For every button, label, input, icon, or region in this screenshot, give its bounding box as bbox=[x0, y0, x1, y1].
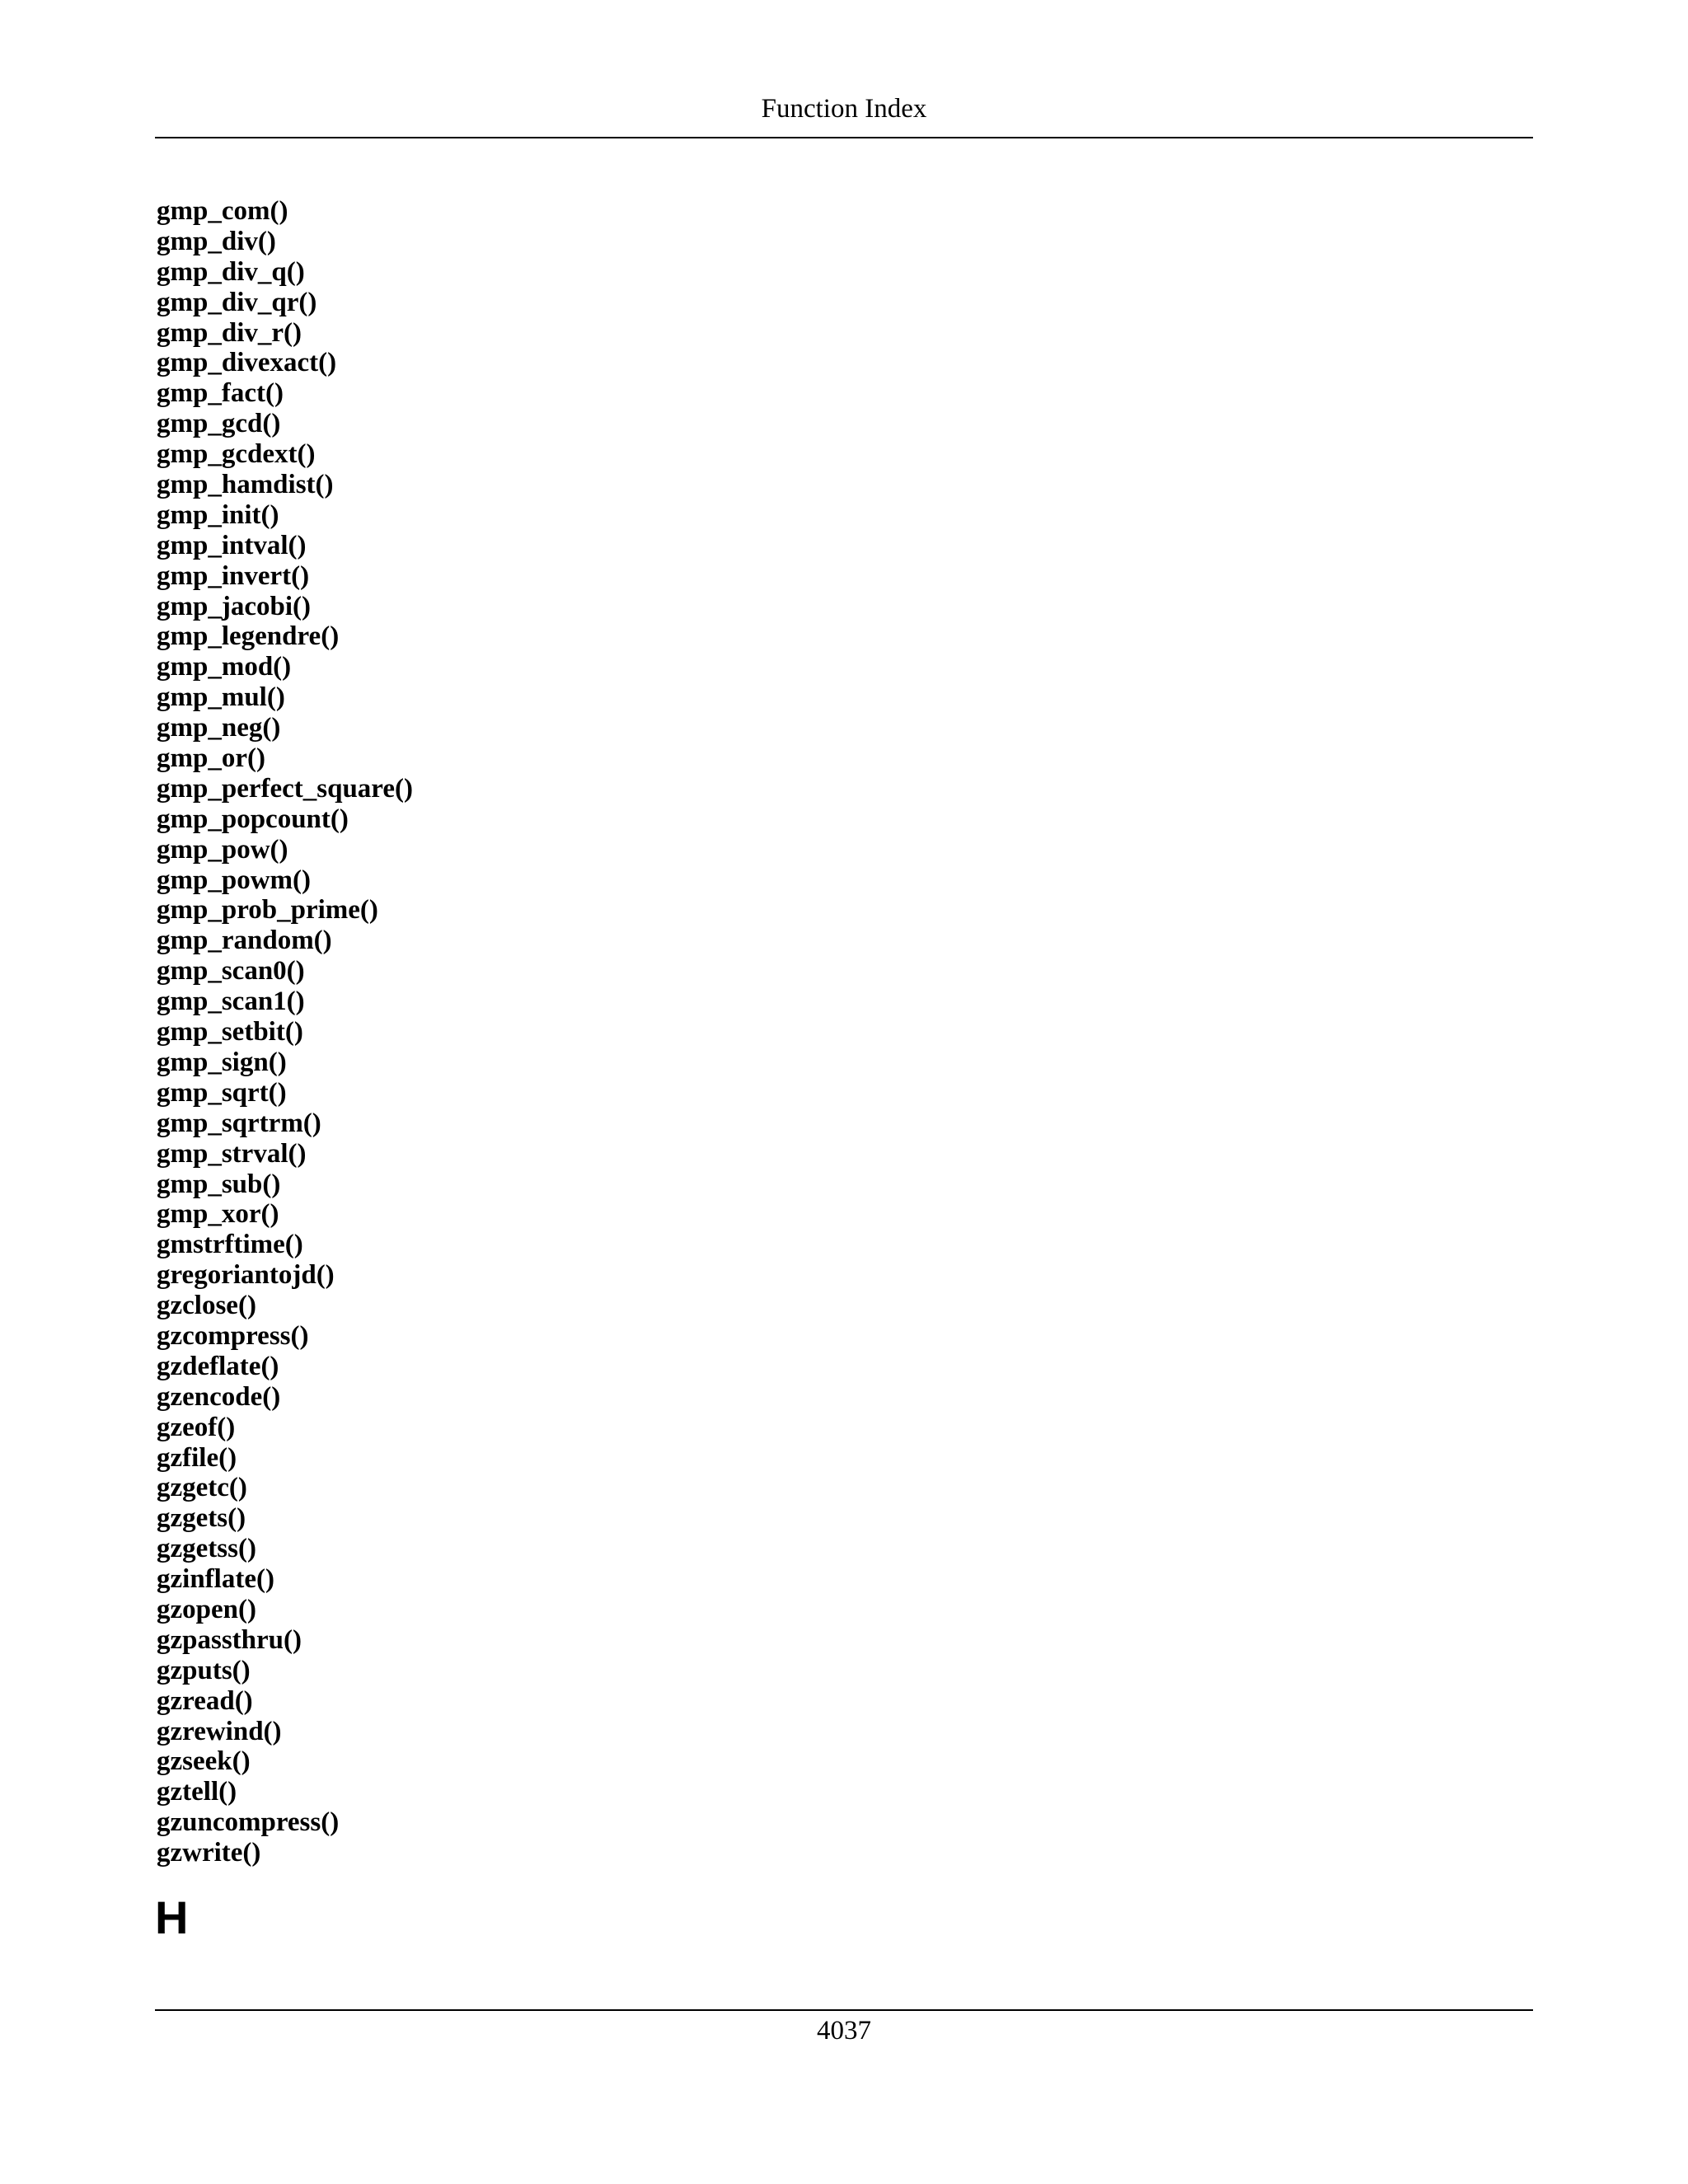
page-header-title: Function Index bbox=[761, 94, 927, 124]
function-index-list bbox=[157, 196, 413, 1868]
function-index-entry[interactable]: gzwrite() bbox=[157, 1838, 261, 1868]
function-index-entry[interactable]: gzgetss() bbox=[157, 1534, 256, 1564]
function-index-entry[interactable]: gmp_sqrtrm() bbox=[157, 1108, 321, 1138]
function-index-entry[interactable]: gmp_prob_prime() bbox=[157, 895, 378, 926]
header-divider bbox=[155, 137, 1533, 138]
function-index-entry[interactable]: gmp_xor() bbox=[157, 1199, 279, 1230]
function-index-entry[interactable]: gmp_random() bbox=[157, 926, 332, 956]
function-index-entry[interactable]: gmp_legendre() bbox=[157, 621, 340, 652]
function-index-entry[interactable]: gzeof() bbox=[157, 1412, 236, 1442]
function-index-entry[interactable]: gmp_mod() bbox=[157, 652, 292, 682]
function-index-entry[interactable]: gmp_perfect_square() bbox=[157, 773, 413, 804]
function-index-entry[interactable]: gmp_sqrt() bbox=[157, 1077, 287, 1108]
function-index-entry[interactable]: gmp_gcdext() bbox=[157, 439, 316, 470]
function-index-entry[interactable]: gzdeflate() bbox=[157, 1351, 279, 1381]
function-index-entry[interactable]: gmp_div_r() bbox=[157, 317, 302, 348]
function-index-entry[interactable]: gmstrftime() bbox=[157, 1230, 303, 1260]
function-index-entry[interactable]: gzrewind() bbox=[157, 1716, 282, 1746]
function-index-entry[interactable]: gmp_strval() bbox=[157, 1138, 307, 1169]
function-index-entry[interactable]: gztell() bbox=[157, 1777, 237, 1807]
function-index-entry[interactable]: gzcompress() bbox=[157, 1320, 309, 1351]
section-heading-letter[interactable]: H bbox=[155, 1891, 189, 1943]
function-index-entry[interactable]: gmp_or() bbox=[157, 743, 265, 774]
function-index-entry[interactable]: gmp_div_qr() bbox=[157, 287, 317, 317]
function-index-entry[interactable]: gzopen() bbox=[157, 1594, 256, 1624]
function-index-entry[interactable]: gmp_invert() bbox=[157, 560, 310, 591]
function-index-entry[interactable]: gzpassthru() bbox=[157, 1624, 302, 1655]
function-index-entry[interactable]: gmp_popcount() bbox=[157, 804, 349, 834]
function-index-entry[interactable]: gzclose() bbox=[157, 1291, 256, 1321]
function-index-entry[interactable]: gzgets() bbox=[157, 1503, 246, 1534]
function-index-entry[interactable]: gmp_pow() bbox=[157, 834, 288, 865]
function-index-entry[interactable]: gmp_init() bbox=[157, 499, 279, 530]
function-index-entry[interactable]: gmp_fact() bbox=[157, 378, 284, 409]
function-index-entry[interactable]: gzinflate() bbox=[157, 1564, 274, 1595]
function-index-entry[interactable]: gzputs() bbox=[157, 1655, 251, 1685]
function-index-entry[interactable]: gmp_scan0() bbox=[157, 956, 305, 987]
function-index-entry[interactable]: gzread() bbox=[157, 1685, 253, 1716]
function-index-entry[interactable]: gmp_div() bbox=[157, 226, 276, 256]
function-index-entry[interactable]: gzencode() bbox=[157, 1381, 281, 1412]
function-index-entry[interactable]: gmp_sub() bbox=[157, 1169, 281, 1199]
function-index-entry[interactable]: gzseek() bbox=[157, 1746, 251, 1777]
function-index-entry[interactable]: gmp_hamdist() bbox=[157, 470, 334, 500]
function-index-entry[interactable]: gmp_mul() bbox=[157, 682, 285, 713]
function-index-entry[interactable]: gmp_gcd() bbox=[157, 409, 281, 439]
function-index-entry[interactable]: gzfile() bbox=[157, 1442, 237, 1473]
function-index-entry[interactable]: gzuncompress() bbox=[157, 1807, 340, 1838]
function-index-entry[interactable]: gmp_div_q() bbox=[157, 256, 305, 287]
function-index-entry[interactable]: gmp_intval() bbox=[157, 530, 307, 560]
function-index-entry[interactable]: gmp_setbit() bbox=[157, 1017, 303, 1047]
function-index-entry[interactable]: gmp_scan1() bbox=[157, 987, 305, 1017]
function-index-entry[interactable]: gregoriantojd() bbox=[157, 1260, 335, 1291]
function-index-entry[interactable]: gmp_sign() bbox=[157, 1047, 287, 1077]
footer-divider bbox=[155, 2009, 1533, 2011]
function-index-entry[interactable]: gzgetc() bbox=[157, 1473, 247, 1503]
function-index-entry[interactable]: gmp_jacobi() bbox=[157, 591, 311, 621]
function-index-entry[interactable]: gmp_divexact() bbox=[157, 348, 337, 378]
function-index-entry[interactable]: gmp_com() bbox=[157, 196, 288, 226]
page-number: 4037 bbox=[817, 2016, 871, 2046]
function-index-entry[interactable]: gmp_neg() bbox=[157, 713, 281, 743]
function-index-entry[interactable]: gmp_powm() bbox=[157, 865, 311, 895]
